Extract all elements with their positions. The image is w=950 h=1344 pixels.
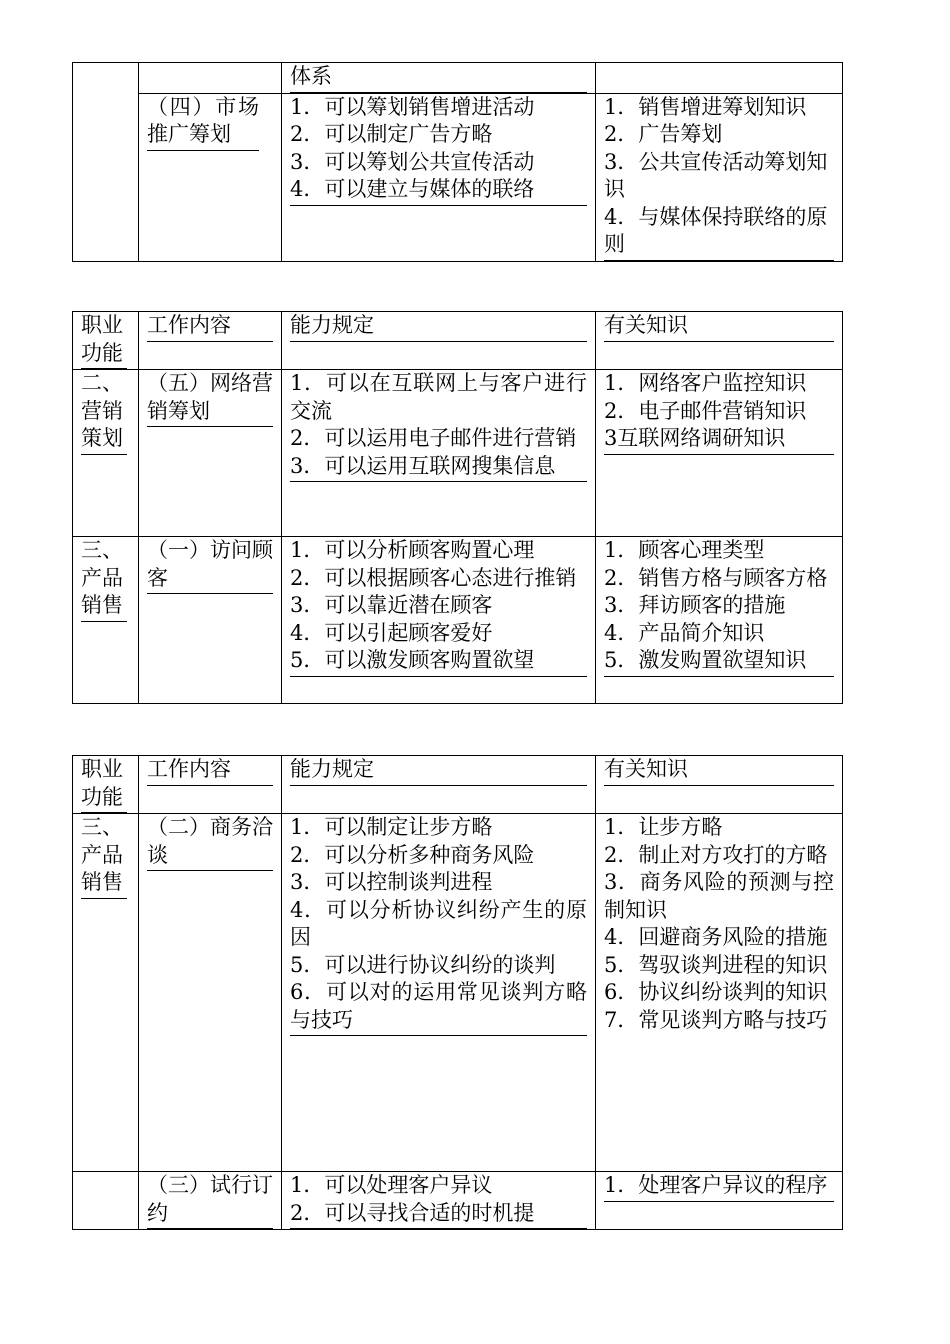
function-text: 三、产品销售	[81, 537, 127, 622]
list-item: 2．可以分析多种商务风险	[290, 842, 535, 867]
list-item: 2．广告筹划	[604, 122, 723, 146]
list-item: 3．可以靠近潜在顾客	[290, 593, 493, 617]
list-item: 1．可以处理客户异议	[290, 1173, 493, 1197]
ability-cell	[282, 814, 596, 1172]
content-cell	[139, 814, 282, 1172]
list-item: 1．可以在互联网上与客户进行交流	[290, 371, 587, 423]
ability-list	[290, 814, 587, 1036]
header-ability	[282, 312, 596, 370]
list-item: 1．让步方略	[604, 815, 723, 839]
list-item: 2．可以根据顾客心态进行推销	[290, 565, 577, 590]
header-function	[73, 312, 139, 370]
header-content	[139, 756, 282, 814]
table-row	[73, 370, 843, 537]
list-item: 1．销售增进筹划知识	[604, 94, 807, 119]
list-item: 3．可以控制谈判进程	[290, 870, 493, 894]
table-1	[72, 62, 843, 262]
knowledge-cell	[596, 814, 843, 1172]
header-function-text: 职业功能	[81, 312, 127, 369]
table-row	[73, 1172, 843, 1230]
header-knowledge-text: 有关知识	[604, 756, 834, 786]
knowledge-cell	[596, 537, 843, 704]
list-item: 3．拜访顾客的措施	[604, 593, 786, 617]
header-knowledge	[596, 312, 843, 370]
list-item: 2．制止对方攻打的方略	[604, 842, 828, 867]
table-row	[73, 63, 843, 94]
header-ability	[282, 756, 596, 814]
ability-list	[290, 370, 587, 482]
list-item: 6．协议纠纷谈判的知识	[604, 980, 828, 1004]
list-item: 1．处理客户异议的程序	[604, 1173, 828, 1197]
content-cell	[139, 1172, 282, 1230]
function-cell	[73, 537, 139, 704]
list-item: 5．可以激发顾客购置欲望	[290, 648, 535, 672]
list-item: 1．网络客户监控知识	[604, 371, 807, 395]
header-ability-text: 能力规定	[290, 312, 587, 342]
list-item: 2．可以制定广告方略	[290, 122, 493, 146]
ability-list	[290, 1172, 587, 1229]
content-text: （五）网络营销筹划	[147, 370, 273, 427]
list-item: 1．可以筹划销售增进活动	[290, 94, 535, 119]
list-item: 2．电子邮件营销知识	[604, 398, 807, 423]
knowledge-cell	[596, 63, 843, 94]
header-knowledge	[596, 756, 843, 814]
list-item: 4．可以分析协议纠纷产生的原因	[290, 897, 587, 949]
header-function	[73, 756, 139, 814]
content-cell	[139, 63, 282, 94]
list-item: 3互联网络调研知识	[604, 426, 786, 450]
content-text: （四）市场推广筹划	[147, 94, 259, 151]
list-item: 1．可以制定让步方略	[290, 815, 493, 839]
ability-cell	[282, 93, 596, 261]
content-text: （二）商务洽谈	[147, 814, 273, 871]
ability-cell	[282, 537, 596, 704]
list-item: 5．驾驭谈判进程的知识	[604, 952, 828, 977]
list-item: 3．公共宣传活动筹划知识	[604, 149, 828, 201]
list-item: 7．常见谈判方略与技巧	[604, 1007, 828, 1032]
ability-cell	[282, 370, 596, 537]
list-item: 2．可以寻找合适的时机提	[290, 1200, 535, 1225]
knowledge-cell	[596, 370, 843, 537]
header-content	[139, 312, 282, 370]
list-item: 4．可以引起顾客爱好	[290, 620, 493, 645]
list-item: 4．可以建立与媒体的联络	[290, 177, 535, 201]
content-cell	[139, 537, 282, 704]
knowledge-cell	[596, 1172, 843, 1230]
content-text: （三）试行订约	[147, 1172, 273, 1229]
header-content-text: 工作内容	[147, 312, 273, 342]
list-item: 3．可以筹划公共宣传活动	[290, 149, 535, 174]
function-text: 三、产品销售	[81, 814, 127, 899]
list-item: 2．销售方格与顾客方格	[604, 565, 828, 590]
table-2	[72, 311, 843, 704]
knowledge-list	[604, 94, 834, 261]
table-row	[73, 537, 843, 704]
header-row	[73, 312, 843, 370]
knowledge-list	[604, 1172, 834, 1202]
header-knowledge-text: 有关知识	[604, 312, 834, 342]
list-item: 2．可以运用电子邮件进行营销	[290, 426, 577, 450]
list-item: 4．回避商务风险的措施	[604, 925, 828, 949]
function-cell	[73, 814, 139, 1172]
function-text: 二、营销策划	[81, 370, 127, 455]
ability-cell	[282, 63, 596, 94]
list-item: 1．顾客心理类型	[604, 538, 765, 562]
list-item: 4．产品简介知识	[604, 620, 765, 645]
function-cell	[73, 370, 139, 537]
knowledge-cell	[596, 93, 843, 261]
list-item: 6．可以对的运用常见谈判方略与技巧	[290, 980, 587, 1032]
content-text: （一）访问顾客	[147, 537, 273, 594]
header-content-text: 工作内容	[147, 756, 273, 786]
function-cell	[73, 1172, 139, 1230]
header-row	[73, 756, 843, 814]
ability-list	[290, 94, 587, 206]
content-cell	[139, 93, 282, 261]
ability-cell	[282, 1172, 596, 1230]
knowledge-list	[604, 370, 834, 455]
header-ability-text: 能力规定	[290, 756, 587, 786]
knowledge-list	[604, 537, 834, 677]
ability-list	[290, 537, 587, 677]
list-item: 5．激发购置欲望知识	[604, 648, 807, 672]
list-item: 4．与媒体保持联络的原则	[604, 204, 828, 256]
table-row	[73, 814, 843, 1172]
table-row	[73, 93, 843, 261]
content-cell	[139, 370, 282, 537]
list-item: 5．可以进行协议纠纷的谈判	[290, 952, 556, 977]
list-item: 1．可以分析顾客购置心理	[290, 538, 535, 562]
knowledge-list	[604, 814, 834, 1034]
function-cell	[73, 63, 139, 262]
list-item: 3．可以运用互联网搜集信息	[290, 453, 556, 478]
header-function-text: 职业功能	[81, 756, 127, 813]
ability-text: 体系	[290, 63, 587, 93]
table-3	[72, 755, 843, 1230]
list-item: 3．商务风险的预测与控制知识	[604, 870, 834, 922]
